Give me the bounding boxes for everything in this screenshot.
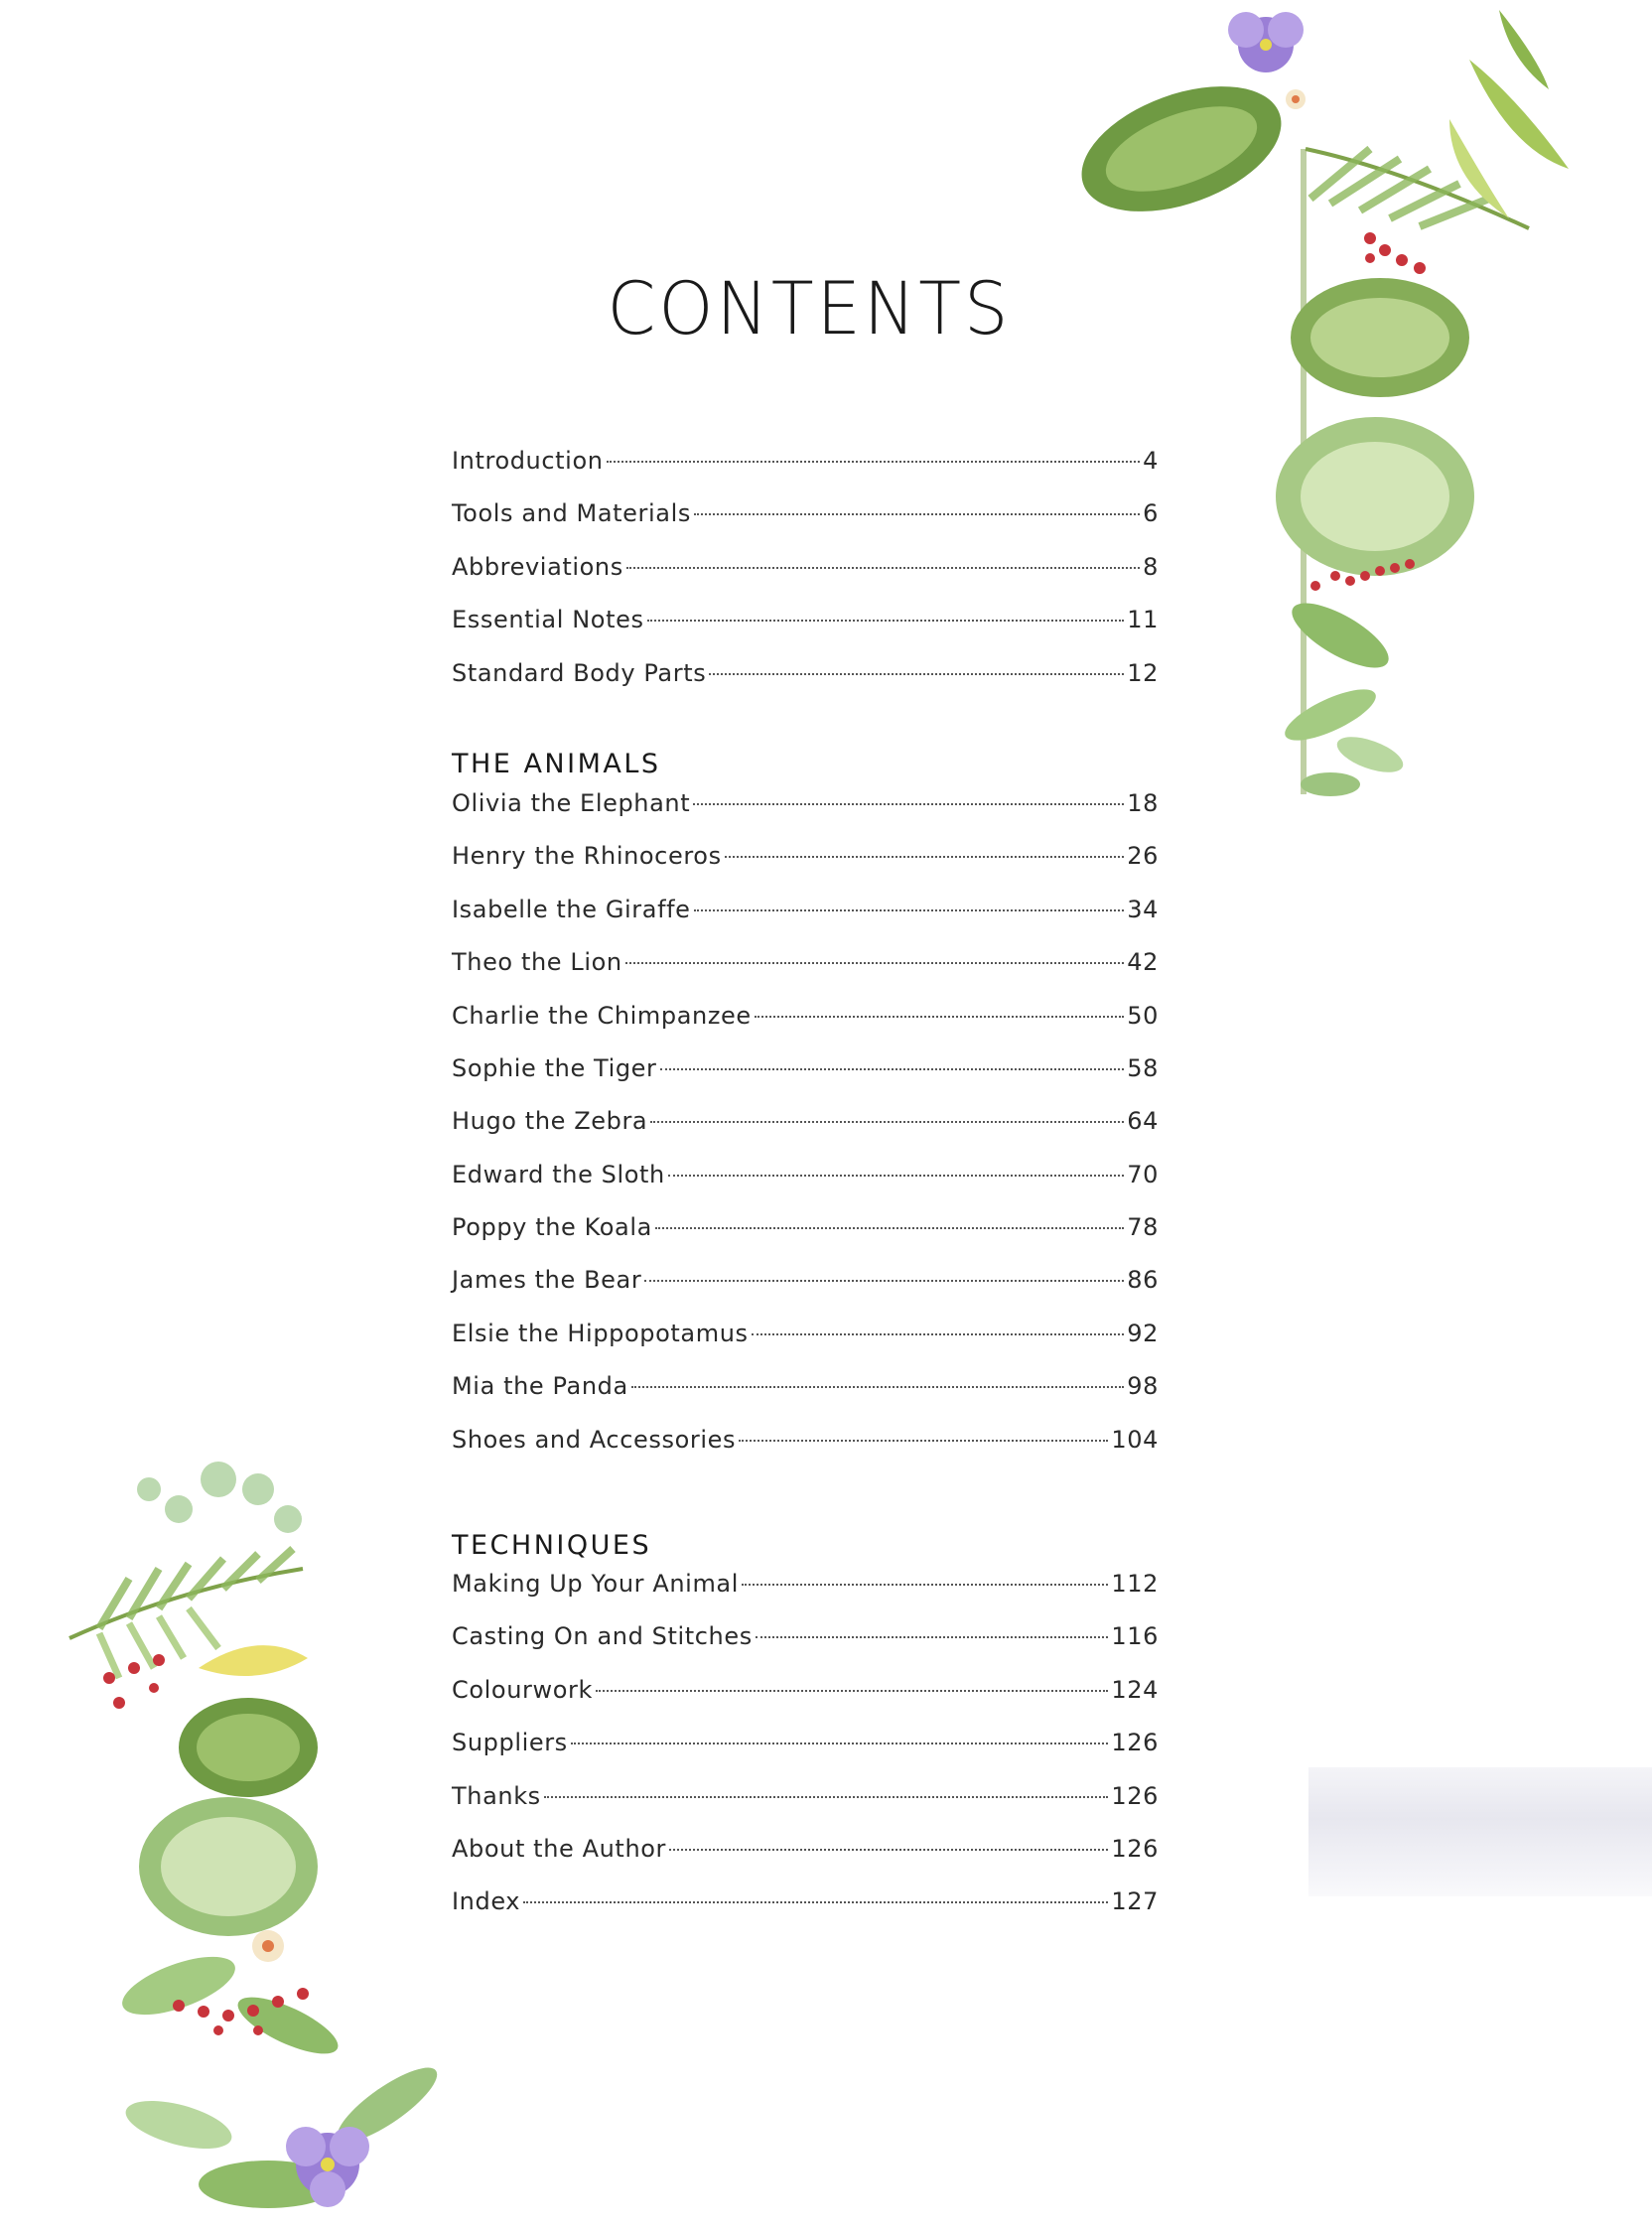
toc-entry-label: Making Up Your Animal <box>452 1570 739 1599</box>
toc-entry-page: 127 <box>1111 1887 1159 1916</box>
palm-leaf-icon <box>199 1645 308 1676</box>
dot-leader <box>660 1068 1125 1070</box>
dot-leader <box>625 962 1125 964</box>
monstera-leaf-icon <box>179 1698 318 1797</box>
dot-leader <box>626 567 1140 569</box>
toc-entry-label: Edward the Sloth <box>452 1160 665 1188</box>
toc-entry-page: 126 <box>1111 1729 1159 1757</box>
techniques-list <box>452 1570 1159 1941</box>
monstera-leaf-icon <box>1072 62 1298 235</box>
page-title: CONTENTS <box>607 265 1012 352</box>
toc-entry-page: 78 <box>1127 1213 1159 1242</box>
dot-leader <box>739 1440 1108 1442</box>
toc-entry-page: 58 <box>1127 1053 1159 1082</box>
toc-entry[interactable] <box>452 553 1159 606</box>
toc-entry-page: 64 <box>1127 1107 1159 1136</box>
toc-entry-label: Introduction <box>452 447 604 475</box>
toc-entry[interactable] <box>452 499 1159 552</box>
toc-entry-label: Casting On and Stitches <box>452 1622 753 1651</box>
toc-entry-page: 6 <box>1143 499 1159 528</box>
toc-entry-page: 8 <box>1143 552 1159 581</box>
front-matter-list <box>452 447 1159 712</box>
toc-entry-label: Tools and Materials <box>452 499 691 528</box>
toc-entry[interactable] <box>452 1622 1159 1675</box>
toc-entry[interactable] <box>452 1054 1159 1107</box>
toc-entry-label: Isabelle the Giraffe <box>452 895 691 923</box>
dot-leader <box>523 1901 1108 1903</box>
toc-entry-label: Henry the Rhinoceros <box>452 842 722 871</box>
dot-leader <box>644 1280 1124 1282</box>
dot-leader <box>544 1796 1109 1798</box>
dot-leader <box>596 1690 1108 1692</box>
toc-entry[interactable] <box>452 1161 1159 1213</box>
toc-entry-label: Suppliers <box>452 1729 568 1757</box>
tropical-foliage-illustration-bottom <box>60 1450 496 2231</box>
toc-entry-label: About the Author <box>452 1834 667 1863</box>
toc-entry-page: 124 <box>1111 1675 1159 1704</box>
toc-entry-label: James the Bear <box>452 1266 642 1295</box>
toc-entry-label: Abbreviations <box>452 552 623 581</box>
dot-leader <box>694 909 1125 911</box>
table-of-contents <box>452 447 1159 1941</box>
toc-entry-label: Elsie the Hippopotamus <box>452 1319 749 1347</box>
toc-entry-label: Poppy the Koala <box>452 1213 652 1242</box>
toc-entry-label: Olivia the Elephant <box>452 788 691 817</box>
toc-entry-page: 92 <box>1127 1319 1159 1347</box>
page-scuff-mark <box>1308 1767 1652 1896</box>
toc-entry-page: 50 <box>1127 1001 1159 1030</box>
palm-frond-icon <box>1306 149 1529 228</box>
dot-leader <box>725 856 1125 858</box>
toc-entry[interactable] <box>452 1782 1159 1835</box>
toc-entry[interactable] <box>452 1266 1159 1319</box>
toc-entry[interactable] <box>452 606 1159 658</box>
dot-leader <box>631 1386 1124 1388</box>
toc-entry-page: 12 <box>1127 658 1159 687</box>
fern-leaf-icon <box>115 1945 446 2208</box>
toc-entry-label: Shoes and Accessories <box>452 1425 737 1454</box>
palm-leaf-icon <box>1449 10 1569 218</box>
dot-leader <box>668 1175 1124 1177</box>
toc-entry-label: Index <box>452 1887 521 1916</box>
toc-entry-page: 126 <box>1111 1781 1159 1810</box>
toc-entry-page: 26 <box>1127 842 1159 871</box>
animals-list <box>452 789 1159 1478</box>
toc-entry-label: Sophie the Tiger <box>452 1053 657 1082</box>
toc-entry-label: Essential Notes <box>452 606 644 634</box>
toc-entry[interactable] <box>452 1320 1159 1372</box>
toc-entry[interactable] <box>452 1887 1159 1940</box>
toc-entry-label: Theo the Lion <box>452 948 622 977</box>
toc-entry-label: Mia the Panda <box>452 1372 628 1401</box>
toc-entry[interactable] <box>452 1835 1159 1887</box>
fern-leaf-icon <box>1279 591 1408 796</box>
toc-entry-label: Thanks <box>452 1781 541 1810</box>
dot-leader <box>742 1584 1108 1586</box>
toc-entry-page: 70 <box>1127 1160 1159 1188</box>
small-flower-icon <box>252 1930 284 1962</box>
toc-entry-page: 116 <box>1111 1622 1159 1651</box>
toc-entry[interactable] <box>452 1372 1159 1425</box>
toc-entry-label: Charlie the Chimpanzee <box>452 1001 752 1030</box>
toc-entry-label: Standard Body Parts <box>452 658 707 687</box>
toc-entry[interactable] <box>452 1213 1159 1266</box>
toc-entry-label: Hugo the Zebra <box>452 1107 648 1136</box>
hibiscus-flower-icon <box>1228 12 1304 72</box>
toc-entry[interactable] <box>452 1570 1159 1622</box>
toc-entry[interactable] <box>452 789 1159 842</box>
section-heading-techniques: TECHNIQUES <box>452 1529 652 1561</box>
monstera-leaf-icon <box>139 1797 318 1936</box>
toc-entry[interactable] <box>452 896 1159 948</box>
toc-entry-page: 11 <box>1127 606 1159 634</box>
toc-entry-label: Colourwork <box>452 1675 593 1704</box>
dot-leader <box>647 620 1125 622</box>
section-heading-animals: THE ANIMALS <box>452 749 661 780</box>
toc-entry-page: 42 <box>1127 948 1159 977</box>
dot-leader <box>709 673 1124 675</box>
eucalyptus-leaf-icon <box>137 1462 302 1533</box>
small-flower-icon <box>1286 89 1306 109</box>
dot-leader <box>607 461 1141 463</box>
toc-entry[interactable] <box>452 659 1159 712</box>
toc-entry[interactable] <box>452 1676 1159 1729</box>
toc-entry[interactable] <box>452 1426 1159 1478</box>
toc-entry-page: 112 <box>1111 1570 1159 1599</box>
toc-entry-page: 4 <box>1143 447 1159 475</box>
toc-entry-page: 86 <box>1127 1266 1159 1295</box>
dot-leader <box>756 1636 1109 1638</box>
toc-entry-page: 126 <box>1111 1834 1159 1863</box>
toc-entry[interactable] <box>452 842 1159 895</box>
toc-entry-page: 18 <box>1127 788 1159 817</box>
monstera-leaf-icon <box>1276 417 1474 576</box>
dot-leader <box>693 803 1124 805</box>
dot-leader <box>655 1227 1124 1229</box>
dot-leader <box>571 1743 1109 1744</box>
dot-leader <box>755 1016 1124 1018</box>
dot-leader <box>650 1121 1124 1123</box>
toc-entry[interactable] <box>452 447 1159 499</box>
toc-entry[interactable] <box>452 1002 1159 1054</box>
toc-entry[interactable] <box>452 1729 1159 1781</box>
dot-leader <box>694 513 1140 515</box>
dot-leader <box>752 1333 1125 1335</box>
toc-entry-page: 98 <box>1127 1372 1159 1401</box>
toc-entry[interactable] <box>452 948 1159 1001</box>
toc-entry[interactable] <box>452 1107 1159 1160</box>
tropical-foliage-illustration-top <box>1072 0 1652 824</box>
toc-entry-page: 104 <box>1111 1425 1159 1454</box>
toc-entry-page: 34 <box>1127 895 1159 923</box>
dot-leader <box>669 1849 1108 1851</box>
